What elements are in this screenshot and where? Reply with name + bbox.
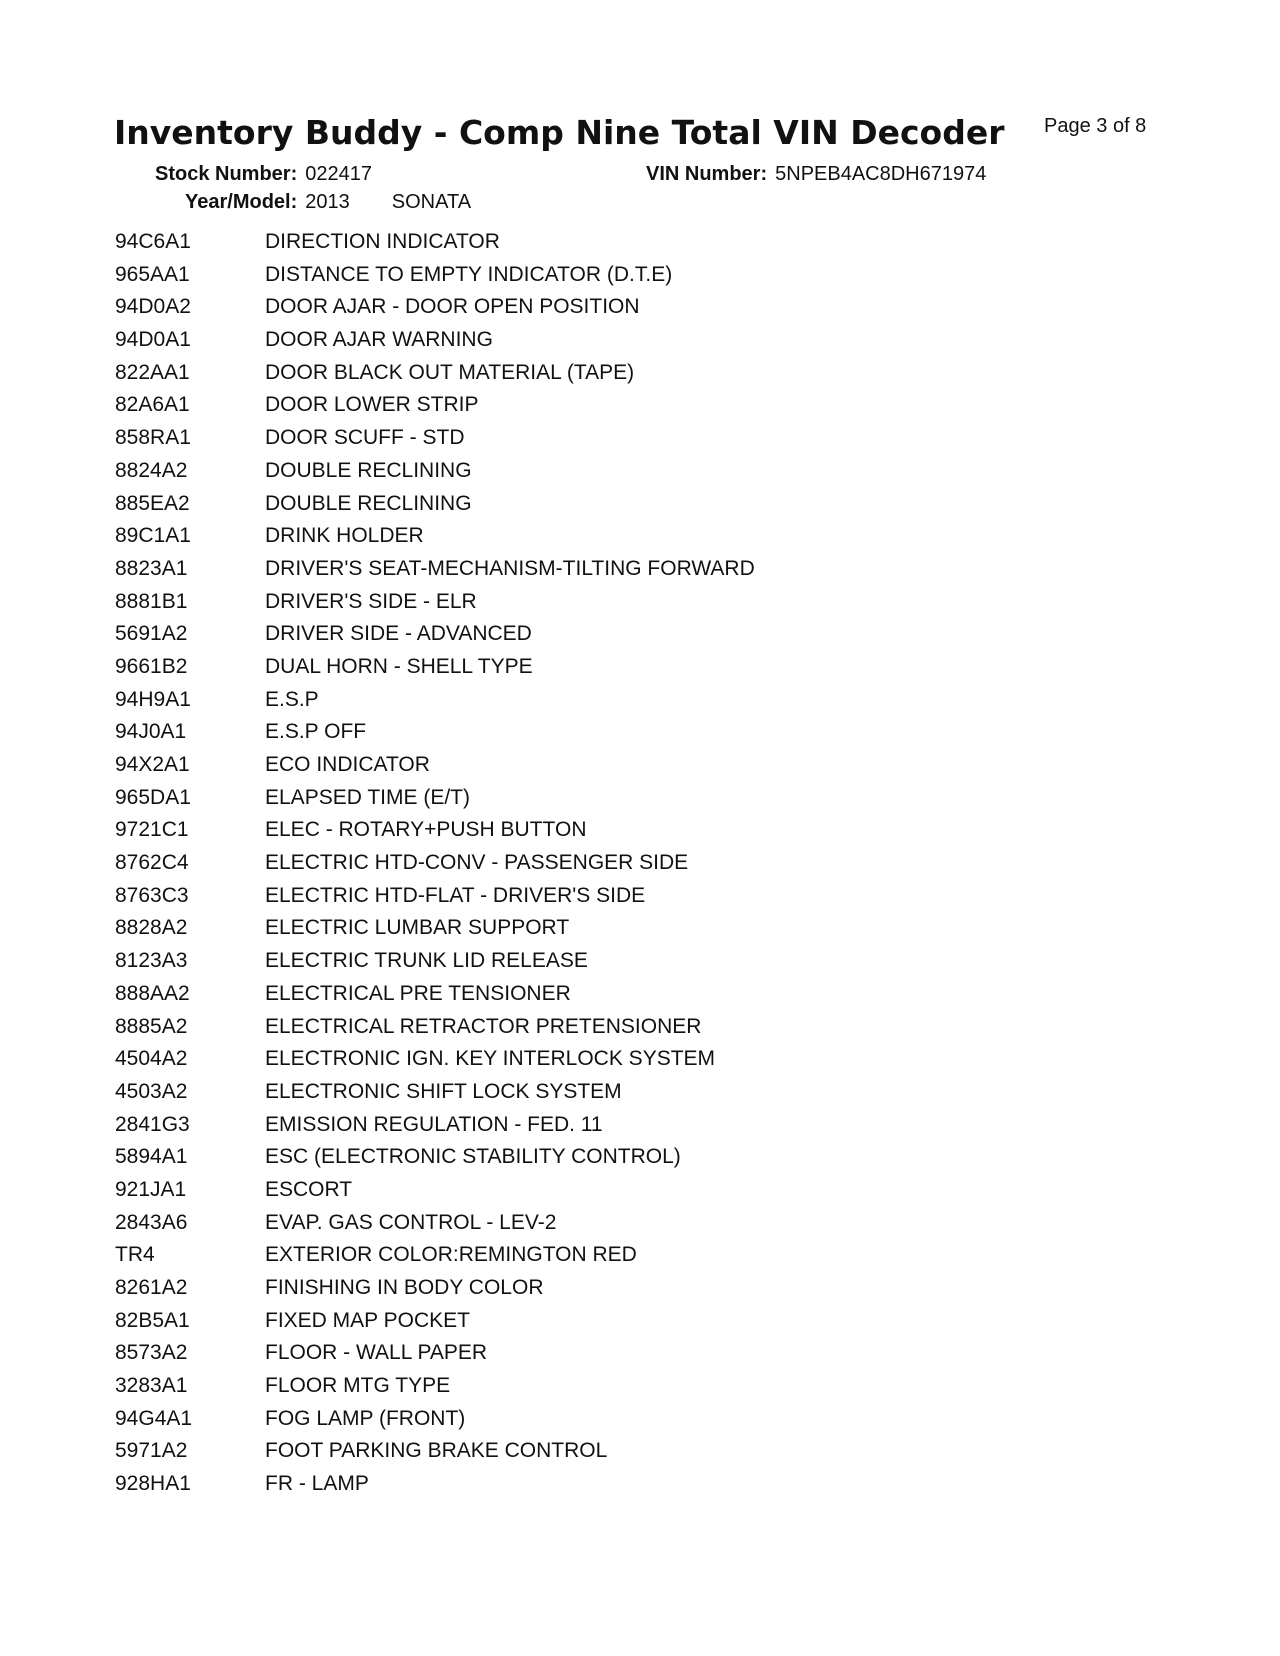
option-description: ELEC - ROTARY+PUSH BUTTON <box>265 818 587 842</box>
option-description: DOOR AJAR - DOOR OPEN POSITION <box>265 295 640 319</box>
option-code: 2841G3 <box>115 1112 190 1136</box>
option-row <box>115 295 755 328</box>
option-row <box>115 1080 755 1113</box>
vin-number-label: VIN Number: <box>646 163 768 185</box>
option-row <box>115 1113 755 1146</box>
option-description: ELECTRONIC SHIFT LOCK SYSTEM <box>265 1079 622 1103</box>
option-row <box>115 1374 755 1407</box>
option-description: ELECTRIC LUMBAR SUPPORT <box>265 916 570 940</box>
option-code: 4503A2 <box>115 1079 188 1103</box>
stock-number-value: 022417 <box>305 163 372 185</box>
option-code: 8828A2 <box>115 916 188 940</box>
stock-number-label: Stock Number: <box>155 163 298 185</box>
option-code: 8762C4 <box>115 851 189 875</box>
option-row <box>115 1472 755 1505</box>
option-code: 94C6A1 <box>115 230 191 253</box>
option-row <box>115 393 755 426</box>
option-row <box>115 949 755 982</box>
option-row <box>115 884 755 917</box>
option-description: DOOR LOWER STRIP <box>265 393 479 417</box>
year-model-label: Year/Model: <box>185 191 298 213</box>
option-description: ELECTRONIC IGN. KEY INTERLOCK SYSTEM <box>265 1047 716 1071</box>
option-description: DRIVER'S SIDE - ELR <box>265 589 477 613</box>
option-code: TR4 <box>115 1243 155 1267</box>
option-row <box>115 1276 755 1309</box>
option-description: ELECTRIC HTD-CONV - PASSENGER SIDE <box>265 851 689 875</box>
option-description: FR - LAMP <box>265 1472 369 1496</box>
option-code: 8573A2 <box>115 1341 188 1365</box>
option-code: 94D0A1 <box>115 328 191 352</box>
option-code: 965DA1 <box>115 785 191 809</box>
option-row <box>115 1407 755 1440</box>
option-row <box>115 1341 755 1374</box>
option-code: 9661B2 <box>115 654 188 678</box>
option-code: 94J0A1 <box>115 720 187 744</box>
option-code: 965AA1 <box>115 262 190 286</box>
option-description: ELECTRICAL RETRACTOR PRETENSIONER <box>265 1014 702 1038</box>
option-description: EMISSION REGULATION - FED. 11 <box>265 1112 603 1136</box>
option-code: 8823A1 <box>115 556 188 580</box>
vin-number-value: 5NPEB4AC8DH671974 <box>775 163 987 185</box>
option-description: DRIVER'S SEAT-MECHANISM-TILTING FORWARD <box>265 556 755 580</box>
option-description: FLOOR MTG TYPE <box>265 1374 451 1398</box>
option-code: 8123A3 <box>115 949 188 973</box>
option-description: ESC (ELECTRONIC STABILITY CONTROL) <box>265 1145 681 1169</box>
option-row <box>115 786 755 819</box>
option-row <box>115 720 755 753</box>
option-code: 885EA2 <box>115 491 190 515</box>
option-row <box>115 851 755 884</box>
option-code: 888AA2 <box>115 981 190 1005</box>
option-row <box>115 1243 755 1276</box>
option-description: FOOT PARKING BRAKE CONTROL <box>265 1439 608 1463</box>
option-description: DOUBLE RECLINING <box>265 458 472 482</box>
option-row <box>115 361 755 394</box>
option-description: EVAP. GAS CONTROL - LEV-2 <box>265 1210 557 1234</box>
option-row <box>115 818 755 851</box>
option-code: 94D0A2 <box>115 295 191 319</box>
option-row <box>115 263 755 296</box>
option-code: 5691A2 <box>115 622 188 646</box>
option-code: 8763C3 <box>115 883 189 907</box>
option-row <box>115 1047 755 1080</box>
option-code: 94X2A1 <box>115 753 190 776</box>
option-code: 8824A2 <box>115 458 188 482</box>
option-code: 9721C1 <box>115 818 189 842</box>
option-row <box>115 557 755 590</box>
page-number: Page 3 of 8 <box>1044 115 1147 137</box>
option-row <box>115 655 755 688</box>
option-row <box>115 1211 755 1244</box>
option-row <box>115 1439 755 1472</box>
option-description: E.S.P OFF <box>265 720 367 744</box>
option-description: ESCORT <box>265 1177 353 1201</box>
option-description: DOUBLE RECLINING <box>265 491 472 515</box>
option-code: 8885A2 <box>115 1014 188 1038</box>
vin-number <box>646 161 986 187</box>
option-row <box>115 459 755 492</box>
option-row <box>115 753 755 786</box>
option-description: DIRECTION INDICATOR <box>265 230 500 253</box>
option-row <box>115 426 755 459</box>
option-description: ECO INDICATOR <box>265 753 430 776</box>
option-code: 5894A1 <box>115 1145 188 1169</box>
option-description: DRIVER SIDE - ADVANCED <box>265 622 532 646</box>
option-code: 4504A2 <box>115 1047 188 1071</box>
option-description: DISTANCE TO EMPTY INDICATOR (D.T.E) <box>265 262 673 286</box>
option-description: DOOR SCUFF - STD <box>265 426 465 450</box>
option-description: ELAPSED TIME (E/T) <box>265 785 470 809</box>
year-value: 2013 <box>305 191 350 213</box>
option-description: ELECTRICAL PRE TENSIONER <box>265 981 571 1005</box>
year-model <box>185 189 471 215</box>
option-description: ELECTRIC HTD-FLAT - DRIVER'S SIDE <box>265 883 646 907</box>
option-code: 2843A6 <box>115 1210 188 1234</box>
option-description: FLOOR - WALL PAPER <box>265 1341 488 1365</box>
option-row <box>115 230 755 263</box>
option-code: 8881B1 <box>115 589 188 613</box>
option-row <box>115 328 755 361</box>
option-description: E.S.P <box>265 687 319 711</box>
option-description: DOOR AJAR WARNING <box>265 328 493 352</box>
option-description: DUAL HORN - SHELL TYPE <box>265 654 533 678</box>
option-code: 94H9A1 <box>115 687 191 711</box>
option-description: FINISHING IN BODY COLOR <box>265 1276 544 1299</box>
option-row <box>115 916 755 949</box>
option-row <box>115 688 755 721</box>
option-code: 89C1A1 <box>115 524 191 548</box>
option-row <box>115 1145 755 1178</box>
option-description: FOG LAMP (FRONT) <box>265 1406 466 1430</box>
option-row <box>115 982 755 1015</box>
option-row <box>115 1178 755 1211</box>
option-code: 82B5A1 <box>115 1308 190 1332</box>
option-code: 82A6A1 <box>115 393 190 417</box>
option-description: FIXED MAP POCKET <box>265 1308 470 1332</box>
option-row <box>115 492 755 525</box>
option-code: 94G4A1 <box>115 1406 193 1430</box>
stock-number <box>155 161 372 187</box>
option-row <box>115 1309 755 1342</box>
option-code: 8261A2 <box>115 1276 188 1299</box>
document-title: Inventory Buddy - Comp Nine Total VIN Decoder <box>114 113 1005 152</box>
option-description: ELECTRIC TRUNK LID RELEASE <box>265 949 588 973</box>
option-code: 921JA1 <box>115 1177 187 1201</box>
option-description: DOOR BLACK OUT MATERIAL (TAPE) <box>265 360 635 384</box>
option-row <box>115 524 755 557</box>
option-description: DRINK HOLDER <box>265 524 424 548</box>
option-code: 928HA1 <box>115 1472 191 1496</box>
option-code: 822AA1 <box>115 360 190 384</box>
option-row <box>115 590 755 623</box>
option-row <box>115 1015 755 1048</box>
option-code: 858RA1 <box>115 426 191 450</box>
option-description: EXTERIOR COLOR:REMINGTON RED <box>265 1243 637 1267</box>
option-row <box>115 622 755 655</box>
option-code-list <box>115 230 755 1505</box>
option-code: 5971A2 <box>115 1439 188 1463</box>
option-code: 3283A1 <box>115 1374 188 1398</box>
model-value: SONATA <box>391 191 472 213</box>
